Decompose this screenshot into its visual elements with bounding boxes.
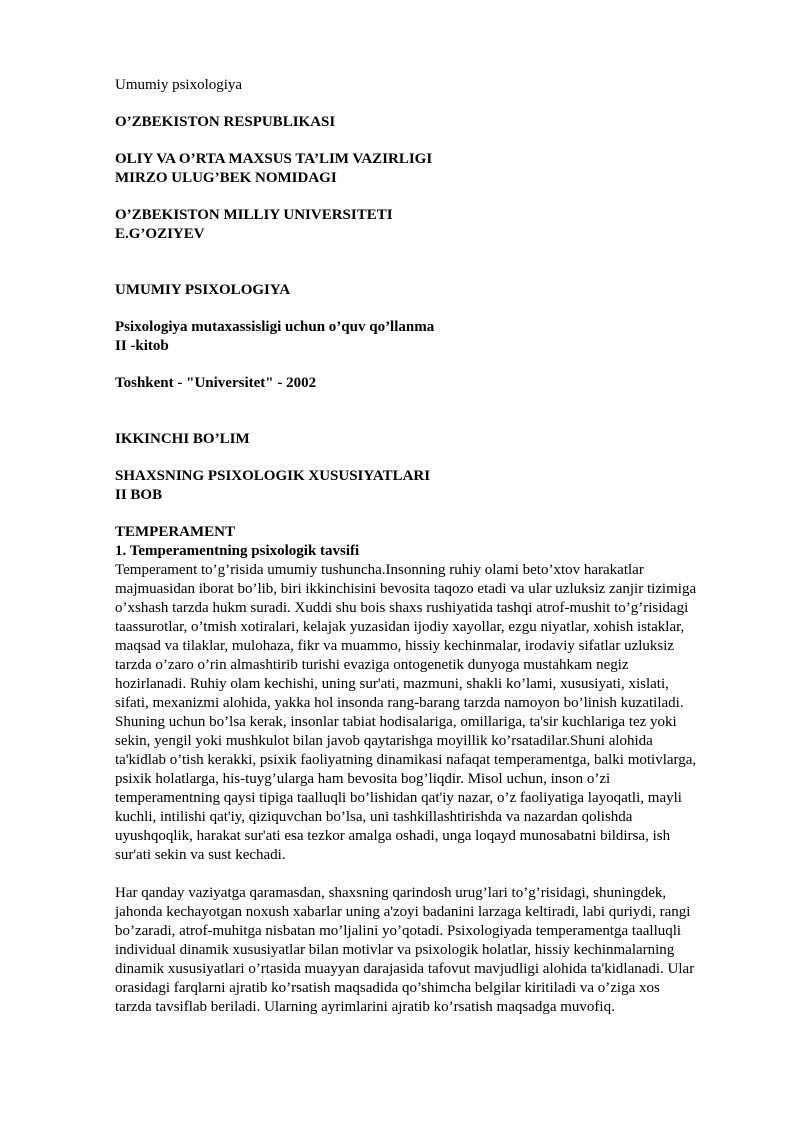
- republic-heading: O’ZBEKISTON RESPUBLIKASI: [115, 114, 336, 130]
- paragraph-line: sur'ati sekin va sust kechadi.: [115, 847, 286, 863]
- book-subtitle: Psixologiya mutaxassisligi uchun o’quv qo’llanma: [115, 319, 435, 335]
- paragraph-line: taassurotlar, o’tmish xotiralari, kelajak yuzasidan ijodiy xayollar, ezgu niyatlar, xohish istaklar,: [115, 619, 685, 635]
- paragraph-line: tarzda tavsiflab beriladi. Ularning ayrimlarini ajratib ko’rsatish maqsadga muvofiq.: [115, 999, 615, 1015]
- paragraph-line: maqsad va tilaklar, mulohaza, fikr va muammo, hissiy kechinmalar, irodaviy sifatlar uzluksiz: [115, 638, 675, 654]
- imprint-line: Toshkent - "Universitet" - 2002: [115, 375, 317, 391]
- running-title: Umumiy psixologiya: [115, 77, 243, 93]
- section-title: TEMPERAMENT: [115, 524, 235, 540]
- university-block: [115, 206, 755, 244]
- paragraph-line: dinamik xususiyatlari o’rtasida muayyan darajasida tafovut mavjudligi alohida ta'kidlanadi. Ular: [115, 961, 695, 977]
- paragraph-line: ta'kidlab o’tish kerakki, psixik faoliyatning dinamikasi nafaqat temperamentga, balki motivlarga,: [115, 752, 697, 768]
- body-paragraph-1: [115, 561, 755, 865]
- section-heading-block: [115, 523, 755, 561]
- ministry-block: [115, 150, 755, 188]
- volume-label: II -kitob: [115, 338, 169, 354]
- paragraph-line: jahonda kechayotgan noxush xabarlar uning a'zoyi badanini larzaga keltiradi, labi quriydi, rangi: [115, 904, 691, 920]
- paragraph-line: bo’zaradi, atrof-muhitga nisbatan mo’ljalini yo’qotadi. Psixologiyada temperamentga taalluqli: [115, 923, 682, 939]
- body-paragraph-2: [115, 884, 755, 1017]
- paragraph-line: Har qanday vaziyatga qaramasdan, shaxsning qarindosh urug’lari to’g’risidagi, shuningdek,: [115, 885, 667, 901]
- paragraph-line: o’xshash tarzda hukm suradi. Xuddi shu bois shaxs rushiyatida tashqi atrof-mushit to’g’risidagi: [115, 600, 689, 616]
- paragraph-line: Temperament to’g’risida umumiy tushuncha.Insonning ruhiy olami beto’xtov harakatlar: [115, 562, 644, 578]
- subtitle-block: [115, 318, 755, 356]
- part-heading-block: [115, 467, 755, 505]
- chapter-label: II BOB: [115, 487, 163, 503]
- document-page: [115, 76, 755, 1017]
- paragraph-line: individual dinamik xususiyatlar bilan motivlar va psixologik holatlar, hissiy kechinmalarning: [115, 942, 675, 958]
- part-label: IKKINCHI BO’LIM: [115, 431, 250, 447]
- university-name: O’ZBEKISTON MILLIY UNIVERSITETI: [115, 207, 393, 223]
- paragraph-line: Shuning uchun bo’lsa kerak, insonlar tabiat hodisalariga, omillariga, ta'sir kuchlariga tez yoki: [115, 714, 677, 730]
- paragraph-line: temperamentning qaysi tipiga taalluqli bo’lishidan qat'iy nazar, o’z faoliyatiga layoqatli, mayli: [115, 790, 682, 806]
- ministry-line-1: OLIY VA O’RTA MAXSUS TA’LIM VAZIRLIGI: [115, 151, 433, 167]
- paragraph-line: uyushqoqlik, harakat sur'ati esa tezkor amalga oshadi, unga loqayd munosabatni bildirsa, ish: [115, 828, 671, 844]
- paragraph-line: majmuasidan iborat bo’lib, biri ikkinchisini bevosita taqozo etadi va ular uzluksiz zanjir tizimiga: [115, 581, 697, 597]
- paragraph-line: hozirlanadi. Ruhiy olam kechishi, uning sur'ati, mazmuni, shakli ko’lami, xususiyati, xislati,: [115, 676, 669, 692]
- part-heading: SHAXSNING PSIXOLOGIK XUSUSIYATLARI: [115, 468, 431, 484]
- section-subtitle: 1. Temperamentning psixologik tavsifi: [115, 543, 360, 559]
- paragraph-line: kuchli, intilishi qat'iy, qiziquvchan bo’lsa, uni tashkillashtirishda va nazardan qolishda: [115, 809, 633, 825]
- book-title: UMUMIY PSIXOLOGIYA: [115, 282, 291, 298]
- paragraph-line: orasidagi farqlarni ajratib ko’rsatish maqsadida qo’shimcha belgilar kiritiladi va o’ziga xos: [115, 980, 660, 996]
- ministry-line-2: MIRZO ULUG’BEK NOMIDAGI: [115, 170, 337, 186]
- author-name: E.G’OZIYEV: [115, 226, 205, 242]
- paragraph-line: tarzda o’zaro o’rin almashtirib turishi evaziga ontogenetik dunyoga mustahkam negiz: [115, 657, 629, 673]
- paragraph-line: sifati, mexanizmi alohida, yakka hol insonda rang-barang tarzda namoyon bo’linish kuzatiladi.: [115, 695, 684, 711]
- paragraph-line: sekin, yengil yoki mushkulot bilan javob qaytarishga moyillik ko’rsatadilar.Shuni alohida: [115, 733, 653, 749]
- paragraph-line: psixik holatlarga, his-tuyg’ularga ham bevosita bog’liqdir. Misol uchun, inson o’zi: [115, 771, 611, 787]
